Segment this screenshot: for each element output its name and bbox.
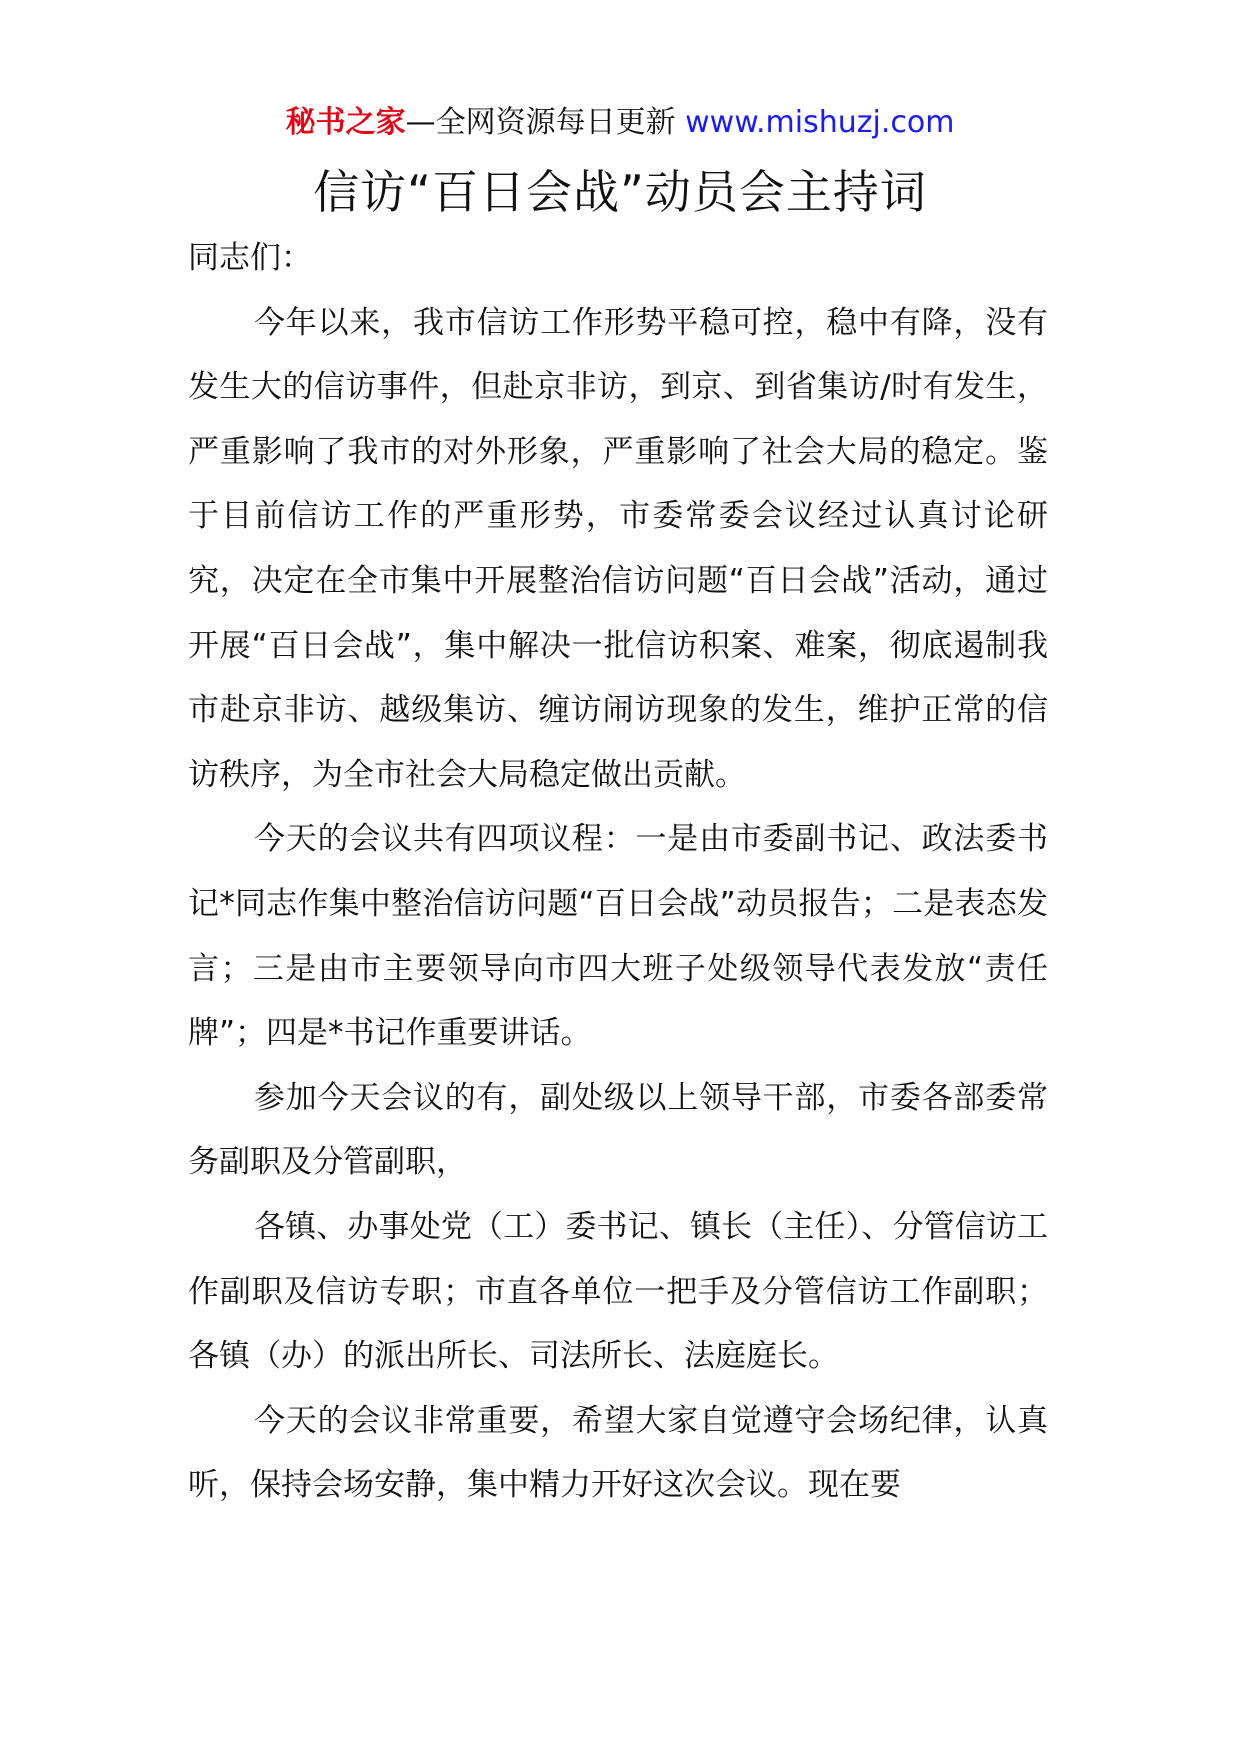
brand-name: 秘书之家 [285,105,406,140]
paragraph-attendees: 参加今天会议的有，副处级以上领导干部，市委各部委常务副职及分管副职， [188,1079,1048,1181]
salutation: 同志们： [188,240,312,276]
site-header [0,103,1240,143]
header-slogan: —全网资源每日更新 [405,105,676,140]
paragraph-attendees-continued: 各镇、办事处党（工）委书记、镇长（主任）、分管信访工作副职及信访专职；市直各单位一把手及分管信访工作副职；各镇（办）的派出所长、司法所长、法庭庭长。 [188,1208,1048,1375]
site-url-link[interactable]: www.mishuzj.com [685,105,955,140]
paragraph-intro: 今年以来，我市信访工作形势平稳可控，稳中有降，没有发生大的信访事件，但赴京非访，到京、到省集访/时有发生，严重影响了我市的对外形象，严重影响了社会大局的稳定。鉴于目前信访工作的严重形势，市委常委会议经过认真讨论研究，决定在全市集中开展整治信访问题“百日会战”活动，通过开展“百日会战”，集中解决一批信访积案、难案，彻底遏制我市赴京非访、越级集访、缠访闹访现象的发生，维护正常的信访秩序，为全市社会大局稳定做出贡献。 [188,304,1048,793]
paragraph-discipline: 今天的会议非常重要，希望大家自觉遵守会场纪律，认真听，保持会场安静，集中精力开好这次会议。现在要 [188,1402,1048,1504]
paragraph-agenda: 今天的会议共有四项议程：一是由市委副书记、政法委书记*同志作集中整治信访问题“百日会战”动员报告；二是表态发言；三是由市主要领导向市四大班子处级领导代表发放“责任牌”；四是*书记作重要讲话。 [188,821,1048,1052]
document-title: 信访“百日会战”动员会主持词 [313,165,927,219]
document-body [188,226,1048,1518]
